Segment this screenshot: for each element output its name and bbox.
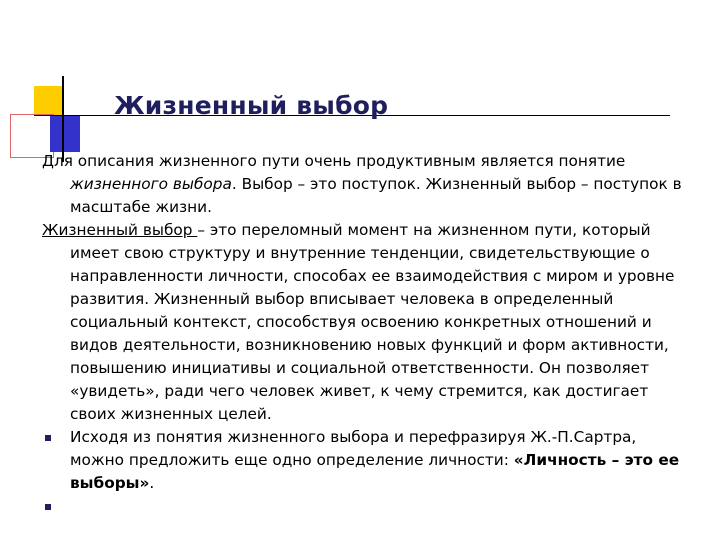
definition-term: Жизненный выбор xyxy=(42,221,198,239)
paragraph-intro-italic-term: жизненного выбора xyxy=(70,175,232,193)
bullet-item-end: . xyxy=(149,474,155,492)
square-bullet-icon xyxy=(45,504,51,510)
slide-content xyxy=(42,150,690,518)
yellow-square-decoration xyxy=(34,86,64,116)
paragraph-intro-text-1: Для описания жизненного пути очень продуктивным является понятие xyxy=(42,152,626,170)
bullet-item-empty xyxy=(42,495,690,518)
square-bullet-icon xyxy=(45,435,51,441)
paragraph-intro-text-2: . Выбор – это поступок. Жизненный выбор – поступок в масштабе жизни. xyxy=(70,175,682,216)
bullet-item-text: Исходя из понятия жизненного выбора и перефразируя Ж.-П.Сартра, можно предложить еще одно определение личности: xyxy=(70,428,637,469)
definition-text: – это переломный момент на жизненном пути, который имеет свою структуру и внутренние тенденции, свидетельствующие о направленности личности, способах ее взаимодействия с миром и уровне развития. Жизненный выбор вписывает человека в определенный социальный контекст, способствуя освоению конкретных отношений и видов деятельности, возникновению новых функций и форм активности, повышению инициативы и социальной ответственности. Он позволяет «увидеть», ради чего человек живет, к чему стремится, как достигает своих жизненных целей. xyxy=(70,221,675,423)
paragraph-definition xyxy=(42,219,690,426)
bullet-item-sartre xyxy=(42,426,690,495)
bullet-item-bold-quote: «Личность – это ее выборы» xyxy=(70,451,680,492)
blue-square-decoration xyxy=(50,116,80,152)
slide-title: Жизненный выбор xyxy=(114,91,389,120)
paragraph-intro xyxy=(42,150,690,219)
